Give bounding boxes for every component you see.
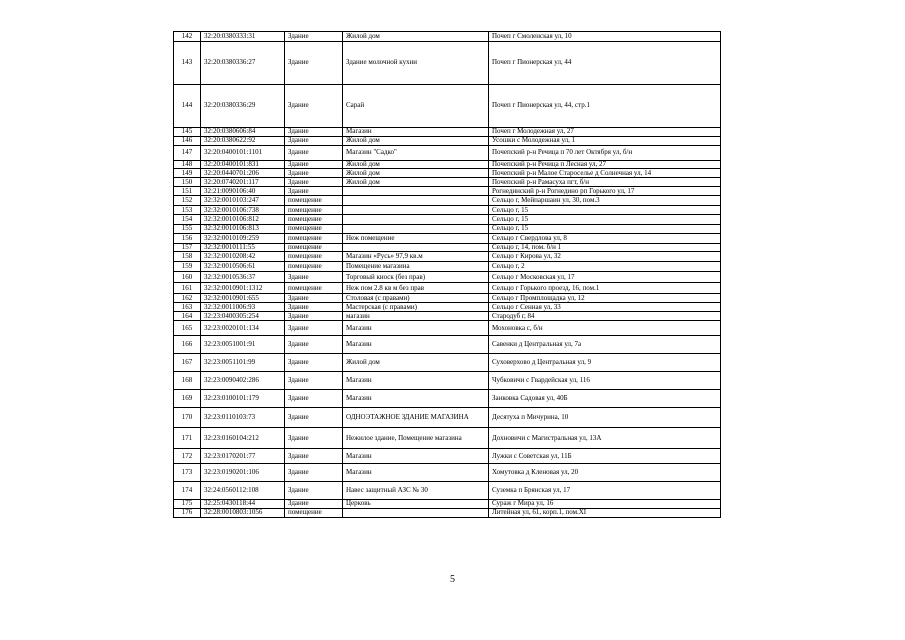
row-number: 147 [174,146,201,161]
object-type: помещение [285,215,343,225]
cadastral-number: 32:23:0100101:179 [201,390,285,408]
object-type: помещение [285,283,343,294]
row-number: 173 [174,464,201,482]
object-address: Сельцо г, 14, пом. б/н 1 [489,243,721,251]
cadastral-number: 32:23:0190201:106 [201,464,285,482]
cadastral-number: 32:28:0010803:1056 [201,508,285,517]
cadastral-number: 32:32:0010109:259 [201,233,285,243]
table-row [174,312,721,321]
cadastral-number: 32:23:0170201:77 [201,449,285,464]
object-address: Сельцо г, Мейпаршаин ул, 30, пом.3 [489,196,721,206]
table-row [174,500,721,508]
table-row [174,32,721,42]
cadastral-number: 32:32:0010106:813 [201,225,285,233]
row-number: 172 [174,449,201,464]
object-address: Хомутовка д Кленовая ул, 20 [489,464,721,482]
object-type: помещение [285,243,343,251]
object-address: Сельцо г Сенная ул, 33 [489,303,721,312]
table-row [174,128,721,137]
cadastral-number: 32:20:0400101:831 [201,161,285,169]
object-address: Сельцо г Кирова ул, 32 [489,252,721,262]
cadastral-number: 32:23:0020101:134 [201,321,285,336]
cadastral-number: 32:25:0430118:44 [201,500,285,508]
row-number: 176 [174,508,201,517]
object-type: Здание [285,500,343,508]
cadastral-number: 32:20:0380622:92 [201,137,285,146]
row-number: 175 [174,500,201,508]
object-name: Жилой дом [343,178,489,187]
object-address: Усошки с Молодежная ул, 1 [489,137,721,146]
cadastral-number: 32:20:0380336:27 [201,42,285,85]
object-address: Сураж г Мира ул, 16 [489,500,721,508]
object-name: Здание молочной кухни [343,42,489,85]
row-number: 169 [174,390,201,408]
object-name: Магазин [343,128,489,137]
object-type: Здание [285,137,343,146]
cadastral-number: 32:32:0010106:812 [201,215,285,225]
row-number: 145 [174,128,201,137]
object-type: помещение [285,233,343,243]
object-name: Неж помещение [343,233,489,243]
object-name: Жилой дом [343,354,489,372]
object-type: помещение [285,206,343,215]
object-address: Рогнединский р-н Рогнедино рп Горького ул, 17 [489,187,721,196]
table-row [174,482,721,500]
row-number: 163 [174,303,201,312]
object-name: Столовая (с правами) [343,294,489,303]
cadastral-number: 32:24:0560112:108 [201,482,285,500]
cadastral-number: 32:23:0051001:91 [201,336,285,354]
table-row [174,428,721,449]
row-number: 162 [174,294,201,303]
table-row [174,449,721,464]
object-type: Здание [285,390,343,408]
table-row [174,178,721,187]
object-address: Дохновичи с Магистральная ул, 13А [489,428,721,449]
object-name: Магазин [343,321,489,336]
row-number: 156 [174,233,201,243]
object-type: Здание [285,128,343,137]
table-row [174,321,721,336]
row-number: 150 [174,178,201,187]
cadastral-number: 32:32:0010106:738 [201,206,285,215]
table-row [174,187,721,196]
table-row [174,464,721,482]
cadastral-number: 32:23:0051101:99 [201,354,285,372]
row-number: 158 [174,252,201,262]
row-number: 151 [174,187,201,196]
object-name: Сарай [343,85,489,128]
object-address: Литейная ул, 61, корп.1, пом.XI [489,508,721,517]
cadastral-number: 32:20:0380333:31 [201,32,285,42]
object-address: Почеп г Смоленская ул, 10 [489,32,721,42]
object-address: Сельцо г, 15 [489,206,721,215]
object-address: Сельцо г, 15 [489,225,721,233]
row-number: 149 [174,169,201,178]
object-address: Сельцо г Горького проезд, 16, пом.1 [489,283,721,294]
object-name: Магазин [343,464,489,482]
object-name: Церковь [343,500,489,508]
object-address: Сельцо г, 2 [489,262,721,272]
cadastral-number: 32:32:0010901:655 [201,294,285,303]
object-name [343,196,489,206]
row-number: 153 [174,206,201,215]
property-table-body [174,32,721,518]
object-name [343,508,489,517]
object-type: Здание [285,178,343,187]
object-name: Навес защитный АЗС № 30 [343,482,489,500]
cadastral-number: 32:32:0010111:55 [201,243,285,251]
row-number: 157 [174,243,201,251]
object-name: Магазин "Садко" [343,146,489,161]
object-type: Здание [285,187,343,196]
cadastral-number: 32:32:0010103:247 [201,196,285,206]
row-number: 159 [174,262,201,272]
object-type: Здание [285,272,343,283]
cadastral-number: 32:32:0010901:1312 [201,283,285,294]
object-address: Занковка Садовая ул, 40Б [489,390,721,408]
object-type: Здание [285,303,343,312]
cadastral-number: 32:23:0110103:73 [201,408,285,428]
row-number: 165 [174,321,201,336]
row-number: 142 [174,32,201,42]
cadastral-number: 32:20:0380606:84 [201,128,285,137]
object-name: Нежилое здание, Помещение магазина [343,428,489,449]
object-address: Почепский р-н Рамасуха пгт, б/н [489,178,721,187]
cadastral-number: 32:21:0090106:40 [201,187,285,196]
table-row [174,372,721,390]
object-address: Сельцо г Свердлова ул, 8 [489,233,721,243]
row-number: 164 [174,312,201,321]
cadastral-number: 32:20:0380336:29 [201,85,285,128]
object-address: Сельцо г, 15 [489,215,721,225]
object-name: Магазин [343,336,489,354]
object-type: Здание [285,42,343,85]
object-address: Почепский р-н Малое Старосельe д Солнечная ул, 14 [489,169,721,178]
row-number: 166 [174,336,201,354]
table-row [174,233,721,243]
table-row [174,169,721,178]
cadastral-number: 32:32:0010536:37 [201,272,285,283]
cadastral-number: 32:23:0090402:286 [201,372,285,390]
row-number: 160 [174,272,201,283]
row-number: 174 [174,482,201,500]
object-type: Здание [285,161,343,169]
object-address: Почеп г Молодежная ул, 27 [489,128,721,137]
table-row [174,243,721,251]
cadastral-number: 32:32:0010506:61 [201,262,285,272]
object-address: Савенки д Центральная ул, 7а [489,336,721,354]
cadastral-number: 32:23:0400305:254 [201,312,285,321]
cadastral-number: 32:20:0400101:1101 [201,146,285,161]
table-row [174,252,721,262]
object-name: Помещение магазина [343,262,489,272]
row-number: 154 [174,215,201,225]
cadastral-number: 32:23:0160104:212 [201,428,285,449]
object-name [343,225,489,233]
row-number: 168 [174,372,201,390]
table-row [174,42,721,85]
object-name: магазин [343,312,489,321]
object-type: Здание [285,85,343,128]
object-type: Здание [285,32,343,42]
table-row [174,137,721,146]
row-number: 144 [174,85,201,128]
object-type: Здание [285,169,343,178]
cadastral-number: 32:32:0011006:93 [201,303,285,312]
cadastral-number: 32:32:0010208:42 [201,252,285,262]
table-row [174,336,721,354]
table-row [174,408,721,428]
object-name [343,206,489,215]
table-row [174,390,721,408]
table-row [174,161,721,169]
table-row [174,262,721,272]
row-number: 170 [174,408,201,428]
cadastral-number: 32:20:0740201:117 [201,178,285,187]
object-type: Здание [285,464,343,482]
object-type: Здание [285,482,343,500]
row-number: 152 [174,196,201,206]
object-address: Мохоновка с, б/н [489,321,721,336]
object-address: Почеп г Пионерская ул, 44 [489,42,721,85]
page-number: 5 [450,574,455,585]
object-type: Здание [285,408,343,428]
table-row [174,272,721,283]
object-type: Здание [285,146,343,161]
object-address: Суземка п Брянская ул, 17 [489,482,721,500]
table-row [174,508,721,517]
object-name [343,243,489,251]
object-name: Жилой дом [343,137,489,146]
object-type: Здание [285,321,343,336]
object-type: помещение [285,225,343,233]
table-row [174,225,721,233]
object-address: Стародуб г, 84 [489,312,721,321]
table-row [174,206,721,215]
table-row [174,146,721,161]
table-row [174,85,721,128]
object-name: Жилой дом [343,32,489,42]
object-name: Магазин [343,372,489,390]
row-number: 146 [174,137,201,146]
object-type: Здание [285,312,343,321]
table-row [174,196,721,206]
object-name: Магазин [343,390,489,408]
object-type: Здание [285,336,343,354]
row-number: 171 [174,428,201,449]
object-name: Магазин «Русь» 97,9 кв.м [343,252,489,262]
object-type: помещение [285,262,343,272]
object-address: Лужки с Советская ул, 11Б [489,449,721,464]
cadastral-number: 32:20:0440701:206 [201,169,285,178]
object-address: Почепский р-н Речица п Лесная ул, 27 [489,161,721,169]
object-name: Жилой дом [343,161,489,169]
object-name: Жилой дом [343,169,489,178]
object-address: Почепский р-н Речица п 70 лет Октября ул, б/н [489,146,721,161]
object-type: помещение [285,252,343,262]
property-table [173,31,721,518]
object-name: Магазин [343,449,489,464]
row-number: 155 [174,225,201,233]
object-type: Здание [285,428,343,449]
object-address: Десятуха п Мичурина, 10 [489,408,721,428]
table-row [174,294,721,303]
object-name [343,187,489,196]
object-address: Чубковичи с Гвардейская ул, 116 [489,372,721,390]
object-type: помещение [285,508,343,517]
object-name: Торговый киоск (без прав) [343,272,489,283]
object-name: Неж пом 2.8 кв м без прав [343,283,489,294]
object-type: Здание [285,372,343,390]
object-name: Мастерская (с правами) [343,303,489,312]
object-name [343,215,489,225]
object-address: Почеп г Пионерская ул, 44, стр.1 [489,85,721,128]
row-number: 143 [174,42,201,85]
row-number: 167 [174,354,201,372]
table-row [174,303,721,312]
table-row [174,283,721,294]
row-number: 161 [174,283,201,294]
object-type: Здание [285,294,343,303]
object-address: Сельцо г Московская ул, 17 [489,272,721,283]
object-name: ОДНОЭТАЖНОЕ ЗДАНИЕ МАГАЗИНА [343,408,489,428]
table-row [174,354,721,372]
object-address: Сельцо г Промплощадка ул, 12 [489,294,721,303]
row-number: 148 [174,161,201,169]
table-row [174,215,721,225]
object-type: Здание [285,354,343,372]
object-type: помещение [285,196,343,206]
object-type: Здание [285,449,343,464]
object-address: Суховерхово д Центральная ул, 9 [489,354,721,372]
